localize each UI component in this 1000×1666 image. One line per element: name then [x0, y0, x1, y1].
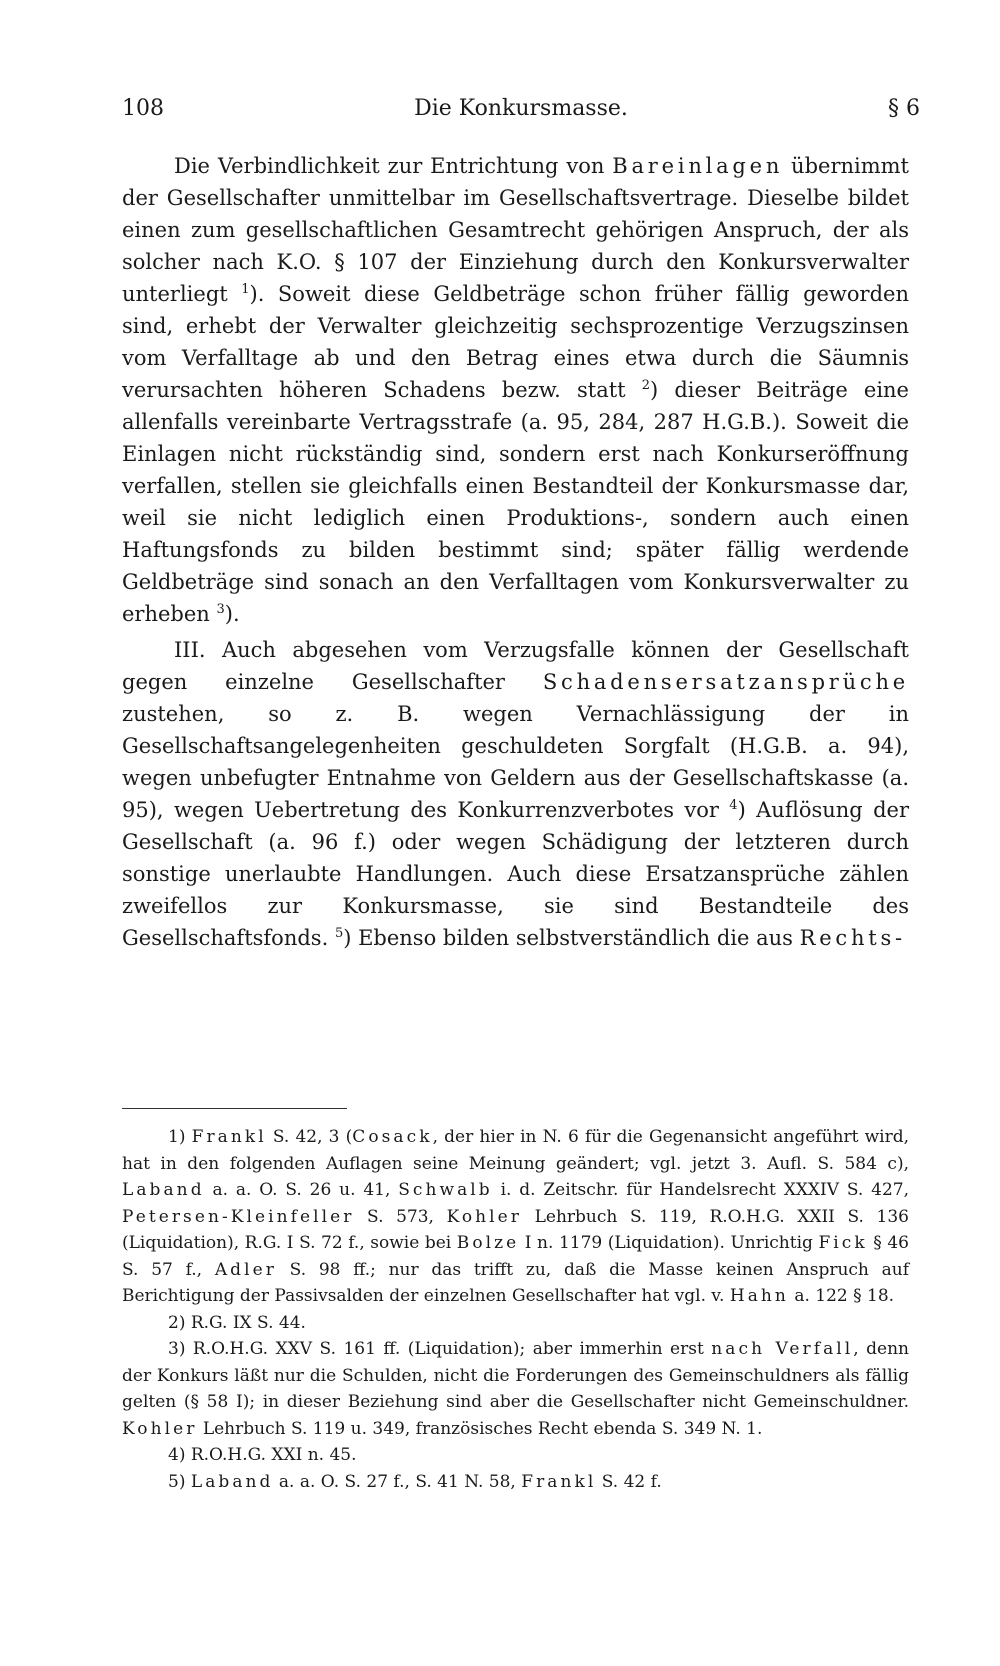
text-run: Lehrbuch S. 119 u. 349, französisches Recht ebenda S. 349 N. 1. — [197, 1418, 763, 1439]
text-run: S. 42 f. — [596, 1471, 662, 1492]
text-run: III. Auch abgesehen vom Verzugsfalle können der Gesellschaft gegen einzelne Gesellschafter — [122, 638, 909, 694]
text-run: 3) R.O.H.G. XXV S. 161 ff. (Liquidation); aber immerhin erst — [168, 1339, 712, 1359]
text-run: I n. 1179 (Liquidation). Unrichtig — [519, 1233, 819, 1253]
text-run: a. a. O. S. 26 u. 41, — [204, 1180, 399, 1200]
footnote-5 — [122, 1469, 909, 1496]
author-name: Cosack — [352, 1127, 433, 1147]
text-run: S. 573, — [354, 1206, 447, 1227]
footnote-3 — [122, 1336, 909, 1442]
footnote-4: 4) R.O.H.G. XXI n. 45. — [168, 1445, 357, 1465]
text-run: a. a. O. S. 27 f., S. 41 N. 58, — [273, 1471, 522, 1492]
text-run: S. 42, 3 ( — [266, 1127, 353, 1147]
footnote-ref: 5 — [334, 926, 344, 941]
emphasis-term: Rechts- — [799, 926, 906, 950]
author-name: Laband — [190, 1471, 274, 1492]
paragraph-bareinlagen — [122, 150, 909, 630]
footnote-ref: 4 — [729, 798, 738, 813]
section-mark: § 6 — [888, 96, 920, 121]
footnote-ref: 3 — [216, 602, 225, 617]
text-run: , denn der Konkurs läßt nur die Schulden, nicht die Forderungen des Gemeinschuldners als fällig gelten (§ 58 I); in dieser Beziehung sind aber die Gesellschafter nicht Gemeinschuldner. — [122, 1339, 909, 1412]
author-name: Frankl — [521, 1471, 597, 1492]
text-run: , der hier in N. 6 für die Gegenansicht angeführt wird, hat in den folgenden Auflagen seine Meinung geändert; vgl. jetzt 3. Aufl. S. 584 c), — [122, 1127, 909, 1174]
footnote-ref: 2 — [641, 378, 651, 393]
footnote-divider — [122, 1108, 347, 1109]
page-number: 108 — [122, 96, 164, 121]
text-run: übernimmt der Gesellschafter unmittelbar im Gesellschaftsvertrage. Dieselbe bildet einen zum gesellschaftlichen Gesamtrecht gehörigen Anspruch, der als solcher nach K.O. § 107 der Einziehung durch den Konkursverwalter unterliegt — [122, 154, 909, 306]
text-run: zustehen, so z. B. wegen Vernachlässigung der in Gesellschaftsangelegenheiten geschuldeten Sorgfalt (H.G.B. a. 94), wegen unbefugter Entnahme von Geldern aus der Gesellschaftskasse (a. 95), wegen Uebertretung des Konkurrenzverbotes vor — [122, 702, 909, 822]
text-run: ) Ebenso bilden selbstverständlich die aus — [343, 926, 800, 950]
footnote-ref: 1 — [241, 282, 250, 297]
main-text — [122, 150, 909, 954]
footnote-1 — [122, 1124, 909, 1310]
text-run: i. d. Zeitschr. für Handelsrecht XXXIV S. 427, — [492, 1180, 909, 1200]
author-name: Bolze — [456, 1233, 520, 1253]
text-run: ) Auflösung der Gesellschaft (a. 96 f.) oder wegen Schädigung der letzteren durch sonstige unerlaubte Handlungen. Auch diese Ersatzansprüche zählen zweifellos zur Konkursmasse, sie sind Bestandteile des Gesellschaftsfonds. — [122, 798, 910, 950]
text-run: S. 98 ff.; nur das trifft zu, daß die Masse keinen Anspruch auf Berichtigung der Passivsalden der einzelnen Gesellschafter hat vgl. v. — [122, 1259, 909, 1306]
text-run: a. 122 § 18. — [788, 1286, 895, 1306]
text-run: ). Soweit diese Geldbeträge schon früher fällig geworden sind, erhebt der Verwalter gleichzeitig sechsprozentige Verzugszinsen vom Verfalltage ab und den Betrag eines etwa durch die Säumnis verursachten höheren Schadens bezw. statt — [122, 282, 909, 402]
author-name: Laband — [122, 1180, 205, 1200]
author-name: Petersen-Kleinfeller — [122, 1206, 355, 1227]
author-name: Frankl — [191, 1127, 267, 1147]
text-run: ). — [224, 602, 240, 626]
author-name: Kohler — [446, 1206, 522, 1227]
author-name: Hahn — [729, 1286, 789, 1306]
footnotes — [122, 1124, 909, 1495]
text-run: Lehrbuch S. 119, R.O.H.G. XXII S. 136 (Liquidation), R.G. I S. 72 f., sowie bei — [122, 1206, 909, 1253]
emphasis-term: Bareinlagen — [612, 154, 784, 178]
text-run: 1) — [168, 1127, 192, 1147]
footnote-2: 2) R.G. IX S. 44. — [168, 1312, 306, 1333]
paragraph-iii — [122, 634, 909, 954]
author-name: Schwalb — [398, 1180, 493, 1200]
author-name: Fick — [818, 1233, 868, 1253]
text-run: ) dieser Beiträge eine allenfalls vereinbarte Vertragsstrafe (a. 95, 284, 287 H.G.B.). Soweit die Einlagen nicht rückständig sind, sondern erst nach Konkurseröffnung verfallen, stellen sie gleichfalls einen Bestandteil der Konkursmasse dar, weil sie nicht lediglich einen Produktions-, sondern auch einen Haftungsfonds zu bilden bestimmt sind; später fällig werdende Geldbeträge sind sonach an den Verfalltagen vom Konkursverwalter zu erheben — [122, 378, 909, 626]
text-run: Die Verbindlichkeit zur Entrichtung von — [174, 154, 613, 178]
page-header — [122, 96, 920, 126]
emphasis-term: nach Verfall — [711, 1339, 854, 1359]
author-name: Kohler — [122, 1418, 198, 1439]
text-run: 5) — [168, 1471, 191, 1492]
author-name: Adler — [214, 1259, 277, 1280]
text-run: § 46 S. 57 f., — [122, 1233, 909, 1280]
emphasis-term: Schadensersatzansprüche — [542, 670, 909, 694]
running-title: Die Konkursmasse. — [414, 96, 628, 121]
